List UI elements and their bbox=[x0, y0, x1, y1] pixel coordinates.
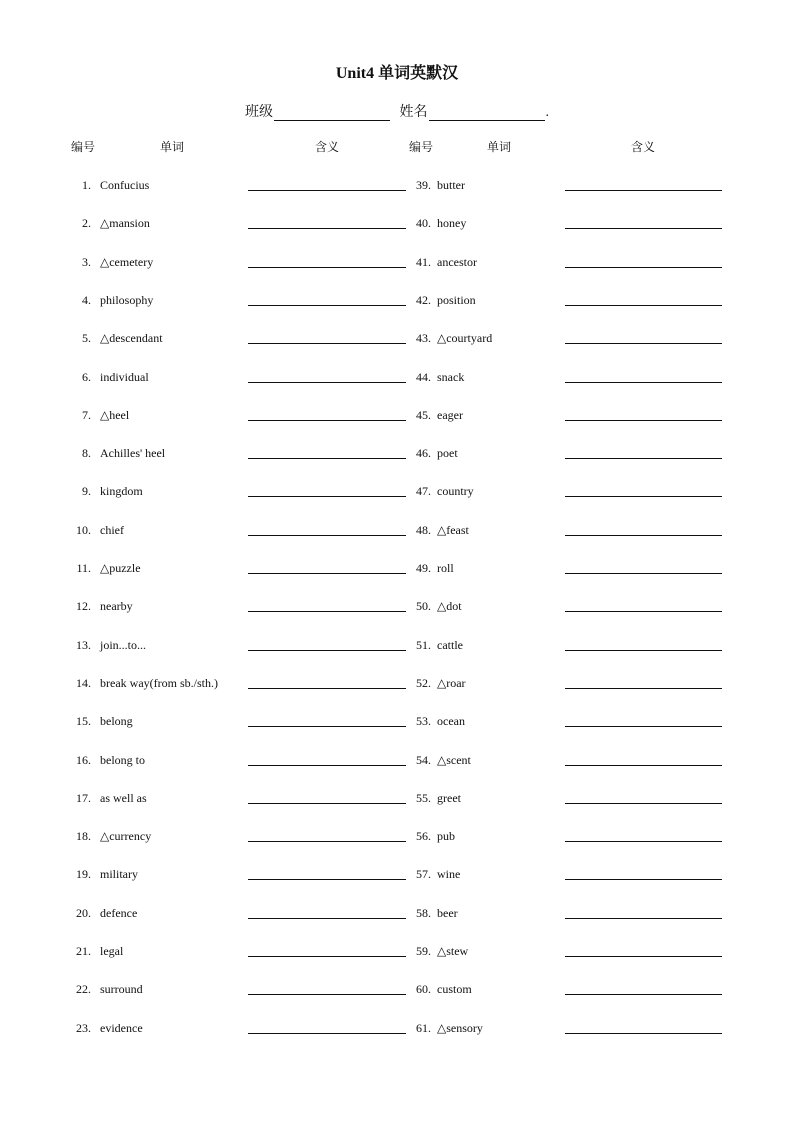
item-number: 55. bbox=[416, 790, 431, 805]
item-word: belong to bbox=[100, 752, 145, 767]
list-item bbox=[0, 178, 794, 194]
item-word: Achilles' heel bbox=[100, 446, 166, 461]
item-word: Confucius bbox=[100, 178, 150, 192]
left-header-meaning: 含义 bbox=[315, 140, 340, 154]
item-number: 50. bbox=[416, 599, 431, 614]
answer-blank[interactable] bbox=[565, 918, 722, 919]
item-number: 21. bbox=[76, 944, 91, 958]
item-word: military bbox=[100, 867, 138, 882]
item-number: 2. bbox=[82, 216, 91, 231]
answer-blank[interactable] bbox=[565, 343, 722, 344]
item-word: △cemetery bbox=[100, 254, 154, 269]
right-header-word: 单词 bbox=[487, 140, 512, 154]
item-word: △scent bbox=[437, 752, 471, 767]
item-number: 47. bbox=[416, 484, 431, 499]
item-word: belong bbox=[100, 714, 133, 729]
answer-blank[interactable] bbox=[565, 994, 722, 995]
item-number: 16. bbox=[76, 752, 91, 767]
item-number: 46. bbox=[416, 446, 431, 461]
item-word: snack bbox=[437, 369, 465, 384]
item-number: 58. bbox=[416, 905, 431, 920]
item-number: 3. bbox=[82, 254, 91, 269]
item-number: 44. bbox=[416, 369, 431, 384]
answer-blank[interactable] bbox=[565, 496, 722, 497]
item-word: greet bbox=[437, 790, 461, 805]
list-item bbox=[0, 638, 794, 654]
item-number: 19. bbox=[76, 867, 91, 882]
list-item bbox=[0, 982, 794, 998]
item-word: ancestor bbox=[437, 254, 477, 269]
answer-blank[interactable] bbox=[565, 841, 722, 842]
list-item bbox=[0, 906, 794, 922]
item-word: butter bbox=[437, 178, 465, 192]
item-number: 14. bbox=[76, 675, 91, 690]
list-item bbox=[0, 370, 794, 386]
list-item bbox=[0, 791, 794, 807]
answer-blank[interactable] bbox=[565, 228, 722, 229]
item-word: △sensory bbox=[437, 1020, 483, 1035]
name-label: 姓名 bbox=[399, 105, 428, 120]
item-word: ocean bbox=[437, 714, 465, 729]
list-item bbox=[0, 255, 794, 271]
answer-blank[interactable] bbox=[565, 458, 722, 459]
list-item bbox=[0, 676, 794, 692]
item-number: 48. bbox=[416, 522, 431, 537]
list-item bbox=[0, 867, 794, 883]
item-number: 54. bbox=[416, 752, 431, 767]
item-word: join...to... bbox=[100, 637, 147, 652]
item-word: legal bbox=[100, 944, 124, 958]
item-number: 13. bbox=[76, 637, 91, 652]
answer-blank[interactable] bbox=[565, 420, 722, 421]
list-item bbox=[0, 446, 794, 462]
list-item bbox=[0, 216, 794, 232]
item-number: 43. bbox=[416, 331, 431, 346]
list-item bbox=[0, 293, 794, 309]
item-word: country bbox=[437, 484, 474, 499]
item-number: 7. bbox=[82, 407, 91, 422]
item-number: 41. bbox=[416, 254, 431, 269]
item-number: 53. bbox=[416, 714, 431, 729]
class-label: 班级 bbox=[245, 105, 273, 120]
answer-blank[interactable] bbox=[565, 1033, 722, 1034]
item-number: 60. bbox=[416, 982, 431, 997]
answer-blank[interactable] bbox=[565, 956, 722, 957]
item-number: 56. bbox=[416, 829, 431, 844]
page-title: Unit4 单词英默汉 bbox=[335, 65, 459, 82]
item-number: 42. bbox=[416, 292, 431, 307]
item-word: as well as bbox=[100, 790, 147, 805]
item-number: 1. bbox=[82, 178, 91, 192]
list-item bbox=[0, 408, 794, 424]
answer-blank[interactable] bbox=[565, 267, 722, 268]
item-word: eager bbox=[437, 407, 463, 422]
answer-blank[interactable] bbox=[565, 765, 722, 766]
answer-blank[interactable] bbox=[565, 611, 722, 612]
item-word: poet bbox=[437, 446, 458, 461]
item-number: 20. bbox=[76, 905, 91, 920]
class-name-line bbox=[0, 101, 794, 121]
item-number: 11. bbox=[76, 561, 91, 575]
item-number: 45. bbox=[416, 407, 431, 422]
list-item bbox=[0, 944, 794, 960]
item-number: 51. bbox=[416, 637, 431, 652]
list-item bbox=[0, 331, 794, 347]
answer-blank[interactable] bbox=[565, 803, 722, 804]
list-item bbox=[0, 484, 794, 500]
item-word: evidence bbox=[100, 1020, 143, 1035]
item-word: philosophy bbox=[100, 292, 154, 307]
item-word: wine bbox=[437, 867, 461, 882]
answer-blank[interactable] bbox=[565, 688, 722, 689]
item-word: pub bbox=[437, 829, 455, 844]
right-header-meaning: 含义 bbox=[631, 140, 656, 154]
item-number: 23. bbox=[76, 1020, 91, 1035]
item-word: position bbox=[437, 292, 476, 307]
item-word: defence bbox=[100, 905, 138, 920]
list-item bbox=[0, 714, 794, 730]
item-word: beer bbox=[437, 905, 458, 920]
answer-blank[interactable] bbox=[565, 382, 722, 383]
item-number: 40. bbox=[416, 216, 431, 231]
item-word: △heel bbox=[100, 407, 130, 422]
item-number: 22. bbox=[76, 982, 91, 997]
item-word: △dot bbox=[437, 599, 462, 614]
item-number: 17. bbox=[76, 790, 91, 805]
item-number: 57. bbox=[416, 867, 431, 882]
list-item bbox=[0, 561, 794, 577]
list-item bbox=[0, 523, 794, 539]
item-word: △descendant bbox=[100, 331, 163, 346]
item-word: △puzzle bbox=[100, 561, 141, 575]
item-word: kingdom bbox=[100, 484, 143, 499]
item-word: individual bbox=[100, 369, 149, 384]
class-blank[interactable] bbox=[274, 106, 390, 121]
item-word: surround bbox=[100, 982, 143, 997]
item-number: 18. bbox=[76, 829, 91, 844]
item-word: △mansion bbox=[100, 216, 150, 231]
answer-blank[interactable] bbox=[565, 879, 722, 880]
item-number: 5. bbox=[82, 331, 91, 346]
list-item bbox=[0, 599, 794, 615]
answer-blank[interactable] bbox=[565, 190, 722, 191]
answer-blank[interactable] bbox=[565, 650, 722, 651]
item-word: △currency bbox=[100, 829, 152, 844]
list-item bbox=[0, 829, 794, 845]
item-number: 12. bbox=[76, 599, 91, 614]
item-number: 49. bbox=[416, 561, 431, 575]
answer-blank[interactable] bbox=[565, 726, 722, 727]
item-word: △stew bbox=[437, 944, 469, 958]
item-word: △roar bbox=[437, 675, 466, 690]
answer-blank[interactable] bbox=[565, 573, 722, 574]
item-word: cattle bbox=[437, 637, 463, 652]
item-word: custom bbox=[437, 982, 472, 997]
item-word: △feast bbox=[437, 522, 469, 537]
answer-blank[interactable] bbox=[565, 535, 722, 536]
item-number: 39. bbox=[416, 178, 431, 192]
item-number: 6. bbox=[82, 369, 91, 384]
item-number: 9. bbox=[82, 484, 91, 499]
item-word: break way(from sb./sth.) bbox=[100, 675, 218, 690]
item-word: chief bbox=[100, 522, 124, 537]
item-number: 52. bbox=[416, 675, 431, 690]
right-header-number: 编号 bbox=[409, 140, 434, 154]
item-word: △courtyard bbox=[437, 331, 493, 346]
list-item bbox=[0, 1021, 794, 1037]
item-word: roll bbox=[437, 561, 454, 575]
item-number: 15. bbox=[76, 714, 91, 729]
left-header-word: 单词 bbox=[160, 140, 185, 154]
answer-blank[interactable] bbox=[565, 305, 722, 306]
item-number: 8. bbox=[82, 446, 91, 461]
item-number: 61. bbox=[416, 1020, 431, 1035]
item-word: nearby bbox=[100, 599, 133, 614]
item-number: 59. bbox=[416, 944, 431, 958]
item-number: 4. bbox=[82, 292, 91, 307]
end-mark: . bbox=[545, 105, 549, 120]
list-item bbox=[0, 753, 794, 769]
left-header-number: 编号 bbox=[71, 140, 96, 154]
item-number: 10. bbox=[76, 522, 91, 537]
item-word: honey bbox=[437, 216, 467, 231]
name-blank[interactable] bbox=[429, 106, 545, 121]
